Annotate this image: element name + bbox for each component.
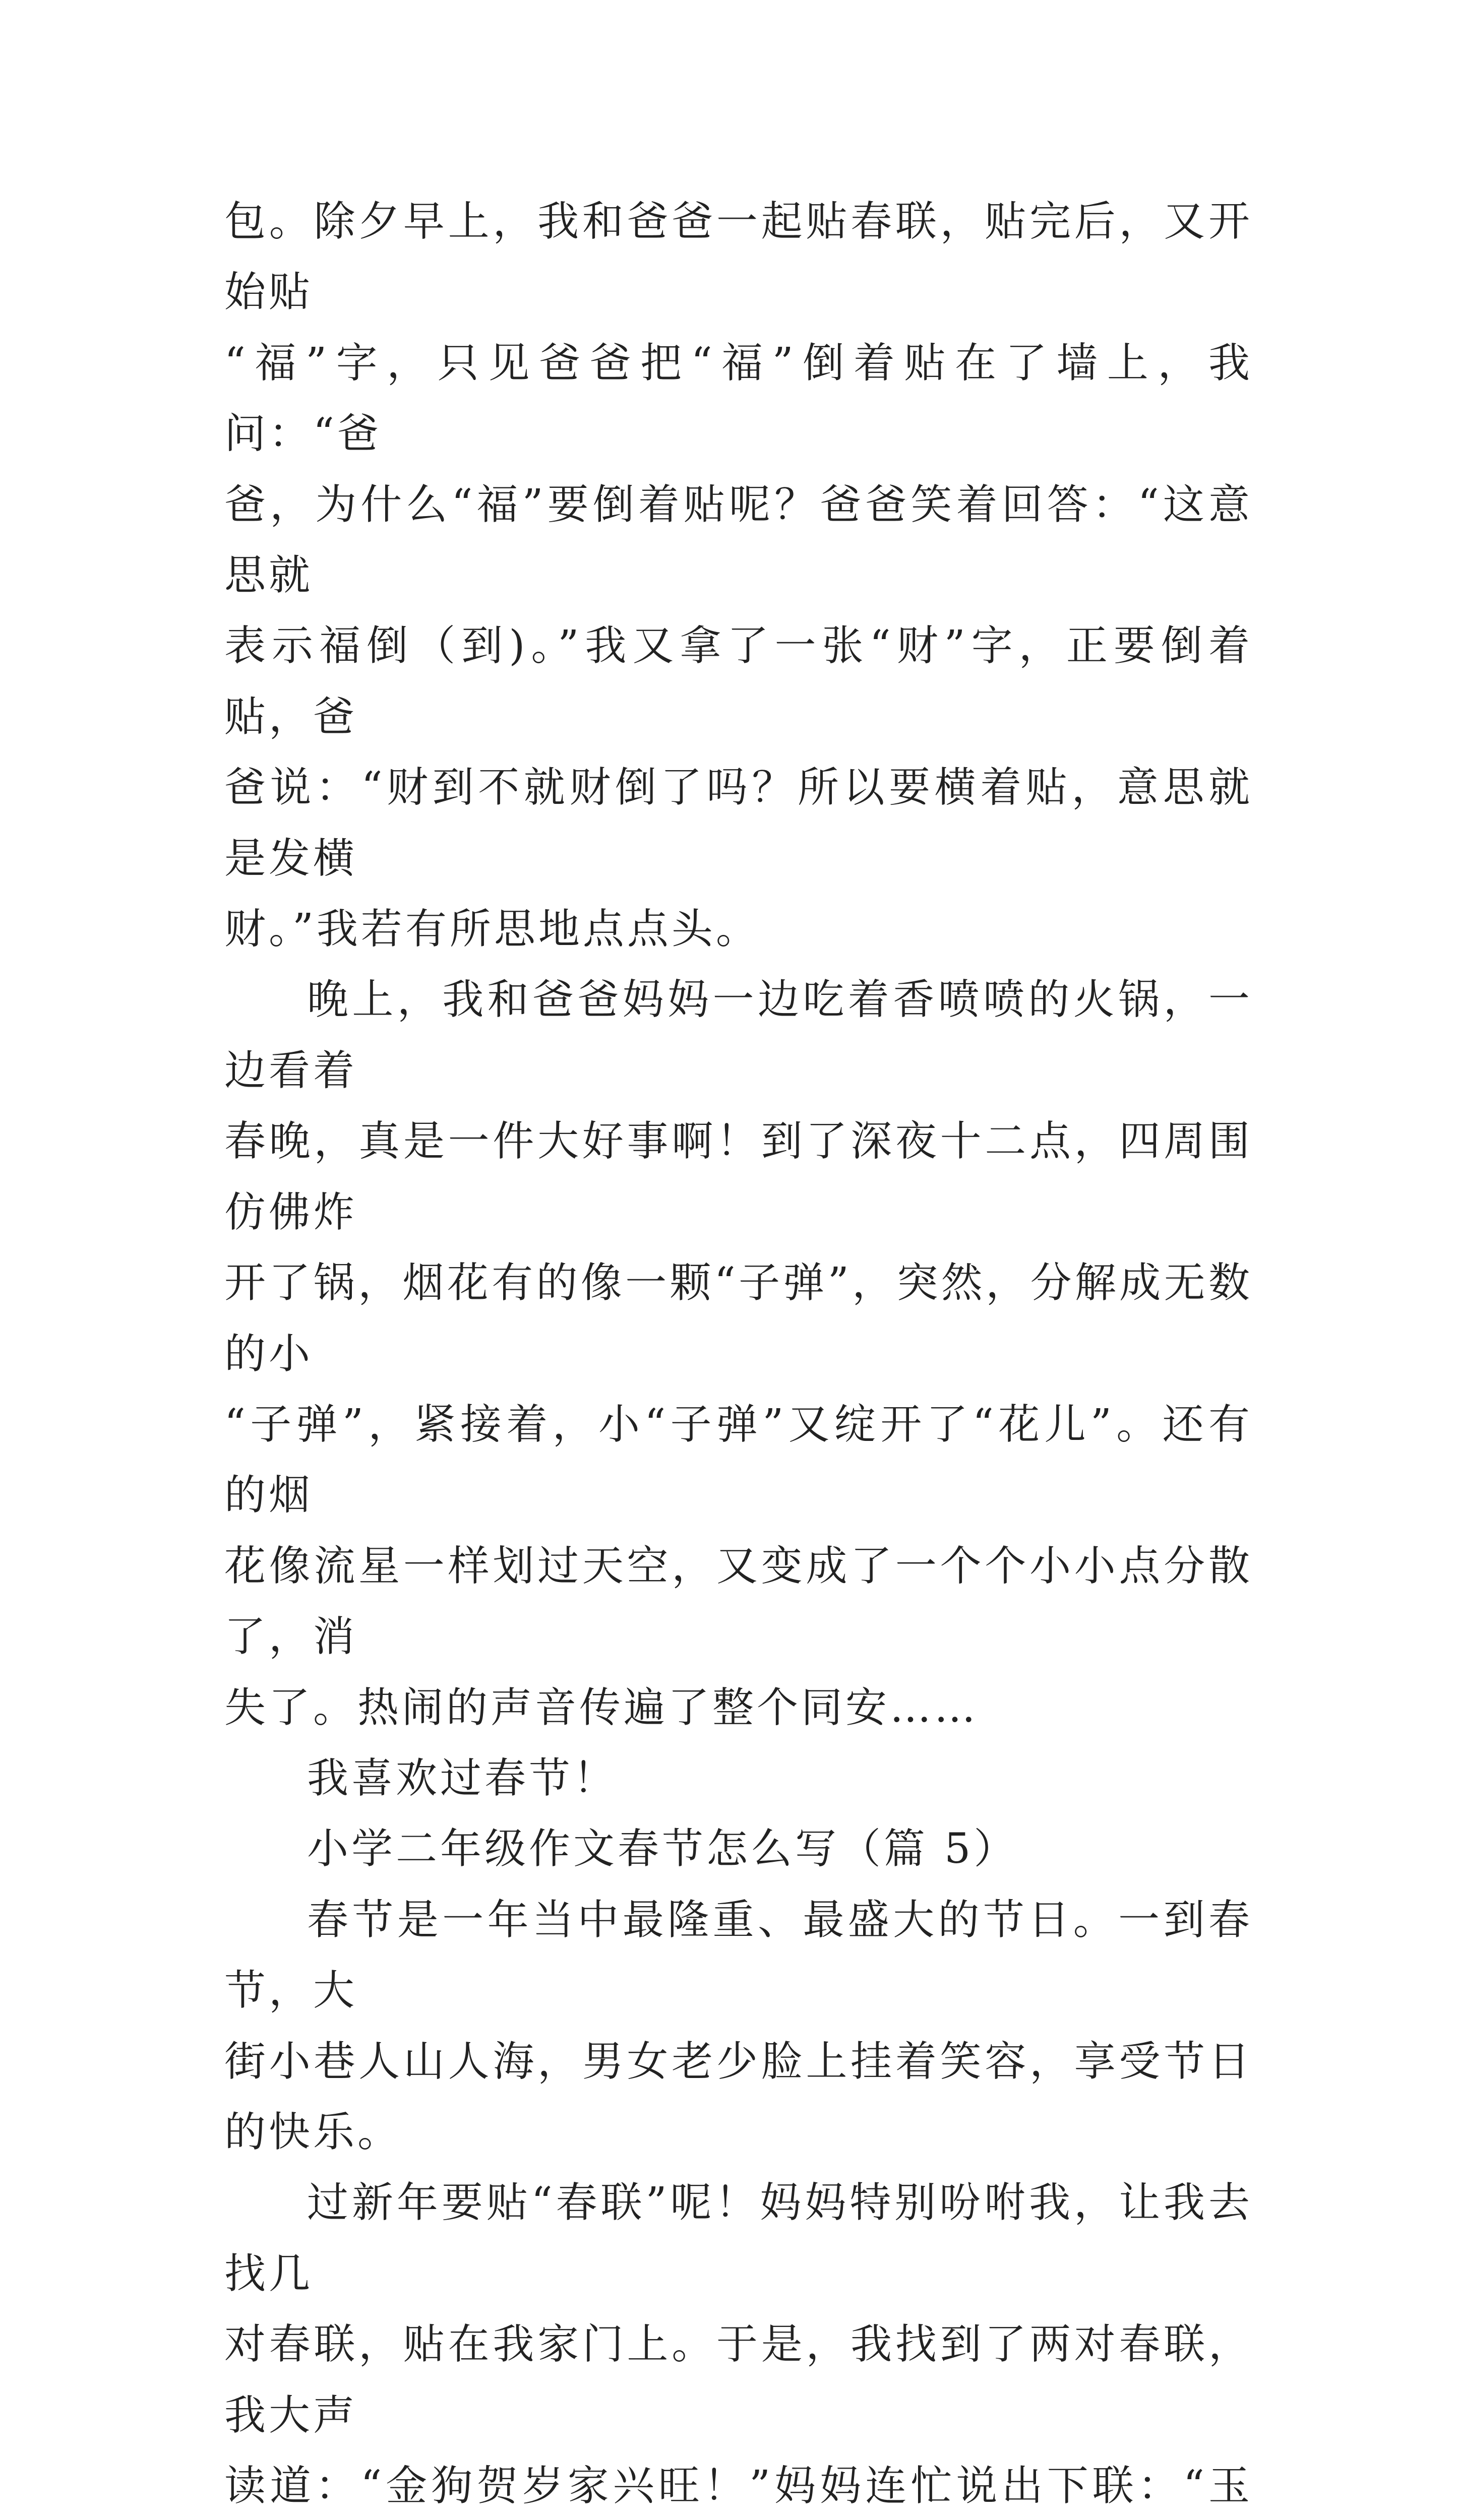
text-line: 晚上，我和爸爸妈妈一边吃着香喷喷的火锅，一边看着 [224,976,1253,1095]
article-body [224,186,1253,2520]
text-line: 对春联，贴在我家门上。于是，我找到了两对春联，我大声 [224,2320,1253,2439]
text-line: 春节是一年当中最隆重、最盛大的节日。一到春节，大 [224,1896,1253,2015]
paragraph [224,1743,1253,1814]
text-line: “福”字，只见爸爸把“福”倒着贴在了墙上，我问：“爸 [224,339,1253,458]
section-heading [224,1814,1253,1884]
text-line: 街小巷人山人海，男女老少脸上挂着笑容，享受节日的快乐。 [224,2037,1253,2156]
text-line: 开了锅，烟花有的像一颗“子弹”，突然，分解成无数的小 [224,1259,1253,1378]
text-line: 我喜欢过春节！ [307,1754,618,1802]
text-line: 花像流星一样划过天空，又变成了一个个小小点分散了，消 [224,1542,1253,1661]
paragraph [224,1885,1253,2168]
text-line: 爸，为什么“福”要倒着贴呢？爸爸笑着回答：“这意思就 [224,480,1253,600]
text-line: 失了。热闹的声音传遍了整个同安…… [224,1683,979,1732]
text-line: 过新年要贴“春联”呢！妈妈特别吩咐我，让我去找几 [224,2179,1253,2298]
paragraph [224,2168,1253,2520]
text-line: 表示福倒（到)。”我又拿了一张“财”字，正要倒着贴，爸 [224,622,1253,741]
text-line: 小学二年级作文春节怎么写（篇 5） [307,1825,1018,1873]
text-line: 读道：“金狗贺岁家兴旺！”妈妈连忙说出下联：“玉 [224,2462,1253,2510]
paragraph [224,965,1253,1743]
text-line: 包。除夕早上，我和爸爸一起贴春联，贴完后，又开始贴 [224,198,1253,317]
text-line: “子弹”，紧接着，小“子弹”又绽开了“花儿”。还有的烟 [224,1400,1253,1520]
paragraph-continuation [224,186,1253,965]
text-line: 春晚，真是一件大好事啊！到了深夜十二点，四周围仿佛炸 [224,1117,1253,1236]
text-line: 财。”我若有所思地点点头。 [224,905,760,954]
text-line: 爸说：“财到不就财倒了吗？所以要横着贴，意思就是发横 [224,764,1253,883]
